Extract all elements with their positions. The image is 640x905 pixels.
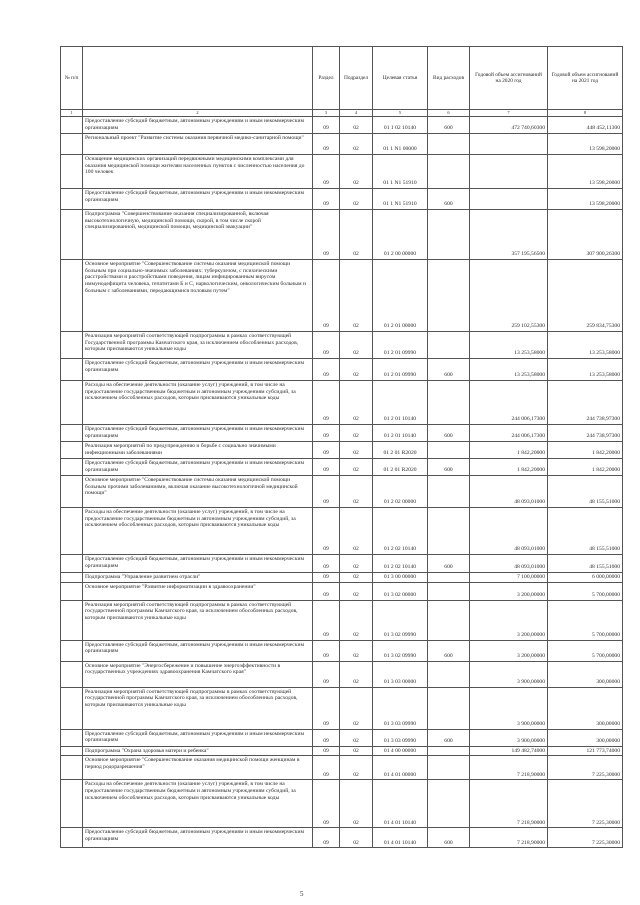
table-row: [61, 828, 623, 848]
row-amount-2021-cell: 7 225,30000: [548, 828, 623, 848]
row-amount-2020-cell: 3 200,00000: [470, 582, 548, 600]
row-target-article-cell: 01 3 03 00000: [373, 661, 428, 687]
row-amount-2021-cell: 13 253,58000: [548, 359, 623, 381]
row-razdel-cell: 09: [313, 117, 340, 134]
row-expense-type-cell: [428, 780, 470, 828]
row-razdel-cell: 09: [313, 640, 340, 661]
row-name-cell: [83, 573, 313, 583]
row-amount-2020-cell: 149 482,74000: [470, 746, 548, 756]
row-name-text: Предоставление субсидий бюджетным, автономным учреждениям и иным некоммерческим организациям: [85, 426, 305, 439]
row-razdel-cell: 09: [313, 359, 340, 381]
row-razdel-cell: 09: [313, 425, 340, 442]
row-razdel-cell: 09: [313, 573, 340, 583]
row-name-cell: [83, 746, 313, 756]
row-name-cell: [83, 459, 313, 476]
row-amount-2021-cell: 13 253,58000: [548, 332, 623, 359]
table-row: [61, 189, 623, 210]
row-name-text: Региональный проект "Развитие системы оказания первичной медико-санитарной помощи": [85, 135, 304, 141]
row-num-cell: [61, 828, 83, 848]
row-expense-type-cell: [428, 210, 470, 260]
row-podrazdel-cell: 02: [340, 332, 373, 359]
row-expense-type-cell: [428, 476, 470, 508]
row-expense-type-cell: 600: [428, 359, 470, 381]
row-num-cell: [61, 442, 83, 459]
row-amount-2021-cell: 48 155,51000: [548, 508, 623, 555]
row-target-article-cell: 01 3 02 00000: [373, 582, 428, 600]
row-amount-2021-cell: 300,00000: [548, 661, 623, 687]
row-name-text: Основное мероприятие "Совершенствование системы оказания медицинской помощи больным прочими заболеваниями, включая оказание высокотехнологичной медицинской помощи": [85, 477, 298, 497]
row-amount-2020-cell: 3 200,00000: [470, 600, 548, 640]
row-podrazdel-cell: 02: [340, 555, 373, 573]
row-expense-type-cell: [428, 260, 470, 332]
row-expense-type-cell: 600: [428, 555, 470, 573]
table-row: [61, 780, 623, 828]
row-razdel-cell: 09: [313, 155, 340, 189]
index-cell: 6: [428, 110, 470, 117]
row-name-cell: [83, 260, 313, 332]
table-row: [61, 332, 623, 359]
table-row: [61, 442, 623, 459]
row-expense-type-cell: 600: [428, 459, 470, 476]
row-amount-2021-cell: 13 598,20000: [548, 134, 623, 155]
row-amount-2020-cell: 244 006,17300: [470, 381, 548, 425]
row-num-cell: [61, 687, 83, 729]
header-podrazdel: Подраздел: [340, 47, 373, 110]
row-expense-type-cell: [428, 746, 470, 756]
row-amount-2021-cell: 5 700,00000: [548, 600, 623, 640]
row-podrazdel-cell: 02: [340, 381, 373, 425]
row-amount-2020-cell: 7 218,90000: [470, 756, 548, 780]
row-amount-2021-cell: 7 225,30000: [548, 756, 623, 780]
row-amount-2021-cell: 48 155,51000: [548, 476, 623, 508]
header-target-article: Целевая статья: [373, 47, 428, 110]
row-expense-type-cell: [428, 508, 470, 555]
row-name-text: Оснащение медицинских организаций передвижными медицинскими комплексами для оказания медицинской помощи жителям населенных пунктов с численностью населения до 100 человек: [85, 156, 305, 176]
header-expense-type: Вид расходов: [428, 47, 470, 110]
row-razdel-cell: 09: [313, 582, 340, 600]
row-amount-2020-cell: 13 253,58000: [470, 332, 548, 359]
table-row: [61, 155, 623, 189]
row-amount-2020-cell: 48 093,01000: [470, 555, 548, 573]
row-razdel-cell: 09: [313, 729, 340, 746]
row-num-cell: [61, 640, 83, 661]
row-amount-2020-cell: 357 195,56500: [470, 210, 548, 260]
row-expense-type-cell: [428, 134, 470, 155]
column-index-row: [61, 110, 623, 117]
table-row: [61, 134, 623, 155]
row-expense-type-cell: 600: [428, 729, 470, 746]
row-amount-2020-cell: 48 093,01000: [470, 476, 548, 508]
row-amount-2021-cell: 307 900,26300: [548, 210, 623, 260]
index-cell: 2: [83, 110, 313, 117]
row-expense-type-cell: 600: [428, 828, 470, 848]
row-target-article-cell: 01 1 02 10140: [373, 117, 428, 134]
row-num-cell: [61, 600, 83, 640]
row-num-cell: [61, 381, 83, 425]
row-num-cell: [61, 555, 83, 573]
row-amount-2021-cell: 1 842,20000: [548, 459, 623, 476]
table-row: [61, 117, 623, 134]
row-target-article-cell: 01 2 01 R2020: [373, 459, 428, 476]
row-podrazdel-cell: 02: [340, 600, 373, 640]
row-name-cell: [83, 476, 313, 508]
row-name-text: Реализация мероприятий по предупреждению и борьбе с социально значимыми инфекционными заболеваниями: [85, 443, 276, 456]
row-name-cell: [83, 508, 313, 555]
row-num-cell: [61, 260, 83, 332]
row-target-article-cell: 01 3 03 09990: [373, 729, 428, 746]
row-target-article-cell: 01 2 01 10140: [373, 381, 428, 425]
row-amount-2021-cell: 300,00000: [548, 729, 623, 746]
row-expense-type-cell: 600: [428, 117, 470, 134]
row-amount-2020-cell: 3 200,00000: [470, 640, 548, 661]
row-name-cell: [83, 687, 313, 729]
row-expense-type-cell: [428, 573, 470, 583]
row-target-article-cell: 01 4 01 10140: [373, 828, 428, 848]
row-podrazdel-cell: 02: [340, 210, 373, 260]
header-razdel: Раздел: [313, 47, 340, 110]
row-razdel-cell: 09: [313, 210, 340, 260]
row-name-text: Основное мероприятие "Энергосбережение и повышение энергоэффективности в государственных учреждениях здравоохранения Камчатского края": [85, 662, 281, 676]
row-target-article-cell: 01 2 02 10140: [373, 555, 428, 573]
row-podrazdel-cell: 02: [340, 425, 373, 442]
row-expense-type-cell: 600: [428, 640, 470, 661]
row-target-article-cell: 01 3 00 00000: [373, 573, 428, 583]
table-row: [61, 661, 623, 687]
budget-table: [60, 46, 623, 848]
index-cell: 4: [340, 110, 373, 117]
row-amount-2020-cell: 48 093,01000: [470, 508, 548, 555]
row-amount-2021-cell: 13 598,20000: [548, 189, 623, 210]
row-target-article-cell: 01 2 02 10140: [373, 508, 428, 555]
row-podrazdel-cell: 02: [340, 260, 373, 332]
row-name-text: Реализация мероприятий соответствующей подпрограммы в рамках соответствующей Государственной программы Камчатского края, за исключением обособленных расходов, которым присваиваются уникальные коды: [85, 333, 299, 353]
row-amount-2020-cell: 3 900,00000: [470, 687, 548, 729]
row-num-cell: [61, 508, 83, 555]
index-cell: 5: [373, 110, 428, 117]
row-razdel-cell: 09: [313, 780, 340, 828]
row-num-cell: [61, 117, 83, 134]
table-row: [61, 425, 623, 442]
row-podrazdel-cell: 02: [340, 476, 373, 508]
row-razdel-cell: 09: [313, 828, 340, 848]
row-razdel-cell: 09: [313, 555, 340, 573]
row-name-cell: [83, 780, 313, 828]
row-num-cell: [61, 359, 83, 381]
row-amount-2021-cell: 5 700,00000: [548, 582, 623, 600]
row-razdel-cell: 09: [313, 381, 340, 425]
row-amount-2020-cell: [470, 134, 548, 155]
row-podrazdel-cell: 02: [340, 640, 373, 661]
row-name-cell: [83, 729, 313, 746]
row-razdel-cell: 09: [313, 459, 340, 476]
table-body: [61, 117, 623, 848]
row-target-article-cell: 01 2 01 09990: [373, 359, 428, 381]
row-amount-2020-cell: 13 253,58000: [470, 359, 548, 381]
row-name-cell: [83, 661, 313, 687]
row-num-cell: [61, 459, 83, 476]
row-target-article-cell: 01 2 00 00000: [373, 210, 428, 260]
index-cell: 8: [548, 110, 623, 117]
row-name-text: Расходы на обеспечение деятельности (оказание услуг) учреждений, в том числе на предоставление государственным бюджетным и автономным учреждениям субсидий, за исключением обособленных расходов, которым присваиваются уникальные коды: [85, 781, 296, 801]
row-num-cell: [61, 210, 83, 260]
row-name-cell: [83, 756, 313, 780]
row-name-cell: [83, 155, 313, 189]
row-name-cell: [83, 555, 313, 573]
row-name-text: Подпрограмма "Управление развитием отрасли": [85, 574, 201, 580]
row-expense-type-cell: 600: [428, 425, 470, 442]
row-podrazdel-cell: 02: [340, 508, 373, 555]
table-row: [61, 210, 623, 260]
row-num-cell: [61, 756, 83, 780]
row-num-cell: [61, 155, 83, 189]
row-razdel-cell: 09: [313, 661, 340, 687]
row-name-text: Подпрограмма "Охрана здоровья матери и ребенка": [85, 747, 209, 754]
row-amount-2021-cell: 244 738,97300: [548, 381, 623, 425]
row-amount-2020-cell: 7 100,00000: [470, 573, 548, 583]
row-podrazdel-cell: 02: [340, 442, 373, 459]
row-name-text: Основное мероприятие "Совершенствование оказания медицинской помощи женщинам в период родоразрешения": [85, 757, 300, 771]
row-name-text: Основное мероприятие "Совершенствование системы оказания медицинской помощи больным при социально-значимых заболеваниях: туберкулезом, с психическими расстройствами и расстройствами поведения, лицам инфицированным вирусом иммунодефицита человека, гепатитами Б и С, наркологическим, онкологическим больным и больным с заболеваниями, передающимися половым путем": [85, 261, 306, 294]
row-name-cell: [83, 332, 313, 359]
row-razdel-cell: 09: [313, 476, 340, 508]
table-row: [61, 640, 623, 661]
row-name-cell: [83, 582, 313, 600]
row-name-cell: [83, 189, 313, 210]
row-razdel-cell: 09: [313, 508, 340, 555]
row-razdel-cell: 09: [313, 134, 340, 155]
row-name-text: Реализация мероприятий соответствующей подпрограммы в рамках соответствующей государственной программы Камчатского края, за исключением обособленных расходов, которым присваиваются уникальные коды: [85, 688, 298, 709]
row-amount-2020-cell: [470, 155, 548, 189]
row-name-text: Предоставление субсидий бюджетным, автономным учреждениям и иным некоммерческим организациям: [85, 360, 305, 373]
row-num-cell: [61, 134, 83, 155]
row-name-cell: [83, 640, 313, 661]
row-target-article-cell: 01 1 N1 51910: [373, 155, 428, 189]
row-name-text: Предоставление субсидий бюджетным, автономным учреждениям и иным некоммерческим организациям: [85, 730, 305, 744]
row-amount-2021-cell: 48 155,51000: [548, 555, 623, 573]
row-name-cell: [83, 359, 313, 381]
row-expense-type-cell: [428, 332, 470, 359]
row-amount-2021-cell: 7 225,30000: [548, 780, 623, 828]
row-razdel-cell: 09: [313, 756, 340, 780]
row-target-article-cell: 01 2 01 10140: [373, 425, 428, 442]
row-amount-2020-cell: 472 740,60300: [470, 117, 548, 134]
row-target-article-cell: 01 2 01 R2020: [373, 442, 428, 459]
table-row: [61, 359, 623, 381]
row-num-cell: [61, 746, 83, 756]
table-row: [61, 687, 623, 729]
table-row: [61, 476, 623, 508]
row-expense-type-cell: [428, 687, 470, 729]
row-razdel-cell: 09: [313, 260, 340, 332]
table-row: [61, 729, 623, 746]
row-podrazdel-cell: 02: [340, 756, 373, 780]
row-num-cell: [61, 476, 83, 508]
row-razdel-cell: 09: [313, 442, 340, 459]
row-expense-type-cell: [428, 582, 470, 600]
row-amount-2020-cell: 259 102,55300: [470, 260, 548, 332]
row-expense-type-cell: [428, 756, 470, 780]
row-target-article-cell: 01 3 02 09990: [373, 640, 428, 661]
row-num-cell: [61, 573, 83, 583]
row-target-article-cell: 01 1 N1 51910: [373, 189, 428, 210]
row-amount-2021-cell: 448 452,11300: [548, 117, 623, 134]
table-row: [61, 573, 623, 583]
budget-table-sheet: [60, 46, 622, 848]
table-row: [61, 555, 623, 573]
table-row: [61, 459, 623, 476]
table-row: [61, 746, 623, 756]
row-target-article-cell: 01 2 02 00000: [373, 476, 428, 508]
index-cell: 3: [313, 110, 340, 117]
row-name-cell: [83, 117, 313, 134]
page-number: 5: [300, 890, 304, 898]
header-year-2021: Годовой объем ассигнований на 2021 год: [548, 47, 623, 110]
row-name-cell: [83, 442, 313, 459]
row-expense-type-cell: [428, 442, 470, 459]
row-amount-2021-cell: 1 842,20000: [548, 442, 623, 459]
row-amount-2021-cell: 13 598,20000: [548, 155, 623, 189]
row-name-text: Основное мероприятие "Развитие информатизации в здравоохранении": [85, 583, 256, 590]
row-name-text: Предоставление субсидий бюджетным, автономным учреждениям и иным некоммерческим организациям: [85, 556, 305, 569]
row-amount-2021-cell: 244 738,97300: [548, 425, 623, 442]
row-amount-2020-cell: 3 900,00000: [470, 729, 548, 746]
row-podrazdel-cell: 02: [340, 828, 373, 848]
table-row: [61, 508, 623, 555]
row-target-article-cell: 01 1 N1 00000: [373, 134, 428, 155]
row-razdel-cell: 09: [313, 189, 340, 210]
row-razdel-cell: 09: [313, 600, 340, 640]
row-name-text: Подпрограмма "Совершенствование оказания специализированной, включая высокотехнологичную, медицинской помощи, скорой, в том числе скорой специализированной, медицинской помощи, медицинской эвакуации": [85, 211, 269, 231]
row-amount-2020-cell: 7 218,90000: [470, 780, 548, 828]
row-name-text: Предоставление субсидий бюджетным, автономным учреждениям и иным некоммерческим организациям: [85, 641, 305, 655]
row-target-article-cell: 01 4 01 10140: [373, 780, 428, 828]
row-num-cell: [61, 729, 83, 746]
row-num-cell: [61, 661, 83, 687]
row-name-text: Реализация мероприятий соответствующей подпрограммы в рамках соответствующей государственной программы Камчатского края, за исключением обособленных расходов, которым присваиваются уникальные коды: [85, 601, 298, 622]
row-name-text: Предоставление субсидий бюджетным, автономным учреждениям и иным некоммерческим организациям: [85, 190, 305, 203]
row-amount-2020-cell: [470, 189, 548, 210]
row-podrazdel-cell: 02: [340, 729, 373, 746]
row-amount-2021-cell: 6 000,00000: [548, 573, 623, 583]
row-num-cell: [61, 582, 83, 600]
row-name-text: Расходы на обеспечение деятельности (оказание услуг) учреждений, в том числе на предоставление государственным бюджетным и автономным учреждениям субсидий, за исключением обособленных расходов, которым присваиваются уникальные коды: [85, 382, 296, 402]
row-podrazdel-cell: 02: [340, 459, 373, 476]
row-expense-type-cell: [428, 381, 470, 425]
row-amount-2020-cell: 244 006,17300: [470, 425, 548, 442]
row-name-text: Предоставление субсидий бюджетным, автономным учреждениям и иным некоммерческим организациям: [85, 460, 305, 473]
row-num-cell: [61, 332, 83, 359]
table-row: [61, 381, 623, 425]
row-podrazdel-cell: 02: [340, 573, 373, 583]
row-amount-2021-cell: 300,00000: [548, 687, 623, 729]
row-razdel-cell: 09: [313, 687, 340, 729]
row-expense-type-cell: [428, 661, 470, 687]
row-expense-type-cell: [428, 155, 470, 189]
header-year-2020: Годовой объем ассигнований на 2020 год: [470, 47, 548, 110]
table-row: [61, 582, 623, 600]
index-cell: 7: [470, 110, 548, 117]
row-name-cell: [83, 381, 313, 425]
row-target-article-cell: 01 3 03 09990: [373, 687, 428, 729]
row-podrazdel-cell: 02: [340, 687, 373, 729]
row-name-text: Расходы на обеспечение деятельности (оказание услуг) учреждений, в том числе на предоставление государственным бюджетным и автономным учреждениям субсидий, за исключением обособленных расходов, которым присваиваются уникальные коды: [85, 509, 296, 529]
row-podrazdel-cell: 02: [340, 746, 373, 756]
row-amount-2021-cell: 5 700,00000: [548, 640, 623, 661]
row-podrazdel-cell: 02: [340, 117, 373, 134]
row-num-cell: [61, 425, 83, 442]
row-num-cell: [61, 189, 83, 210]
row-podrazdel-cell: 02: [340, 359, 373, 381]
row-target-article-cell: 01 2 01 00000: [373, 260, 428, 332]
row-target-article-cell: 01 4 00 00000: [373, 746, 428, 756]
row-num-cell: [61, 780, 83, 828]
table-row: [61, 756, 623, 780]
row-podrazdel-cell: 02: [340, 155, 373, 189]
row-amount-2020-cell: 1 842,20000: [470, 459, 548, 476]
row-podrazdel-cell: 02: [340, 134, 373, 155]
row-name-cell: [83, 210, 313, 260]
table-row: [61, 260, 623, 332]
row-expense-type-cell: [428, 600, 470, 640]
row-amount-2021-cell: 259 834,75300: [548, 260, 623, 332]
row-target-article-cell: 01 4 01 00000: [373, 756, 428, 780]
row-amount-2020-cell: 7 218,90000: [470, 828, 548, 848]
row-podrazdel-cell: 02: [340, 582, 373, 600]
row-expense-type-cell: 600: [428, 189, 470, 210]
row-amount-2020-cell: 3 900,00000: [470, 661, 548, 687]
row-podrazdel-cell: 02: [340, 189, 373, 210]
row-razdel-cell: 09: [313, 746, 340, 756]
row-podrazdel-cell: 02: [340, 780, 373, 828]
row-name-cell: [83, 425, 313, 442]
row-name-cell: [83, 134, 313, 155]
row-name-text: Предоставление субсидий бюджетным, автономным учреждениям и иным некоммерческим организациям: [85, 118, 305, 131]
row-razdel-cell: 09: [313, 332, 340, 359]
row-amount-2021-cell: 121 773,74000: [548, 746, 623, 756]
row-name-text: Предоставление субсидий бюджетным, автономным учреждениям и иным некоммерческим организациям: [85, 829, 305, 843]
table-row: [61, 600, 623, 640]
table-header-row: [61, 47, 623, 110]
row-target-article-cell: 01 2 01 09990: [373, 332, 428, 359]
header-name: [83, 47, 313, 110]
row-name-cell: [83, 828, 313, 848]
index-cell: 1: [61, 110, 83, 117]
row-podrazdel-cell: 02: [340, 661, 373, 687]
row-target-article-cell: 01 3 02 09990: [373, 600, 428, 640]
row-amount-2020-cell: 1 842,20000: [470, 442, 548, 459]
header-num: № п/п: [61, 47, 83, 110]
row-name-cell: [83, 600, 313, 640]
